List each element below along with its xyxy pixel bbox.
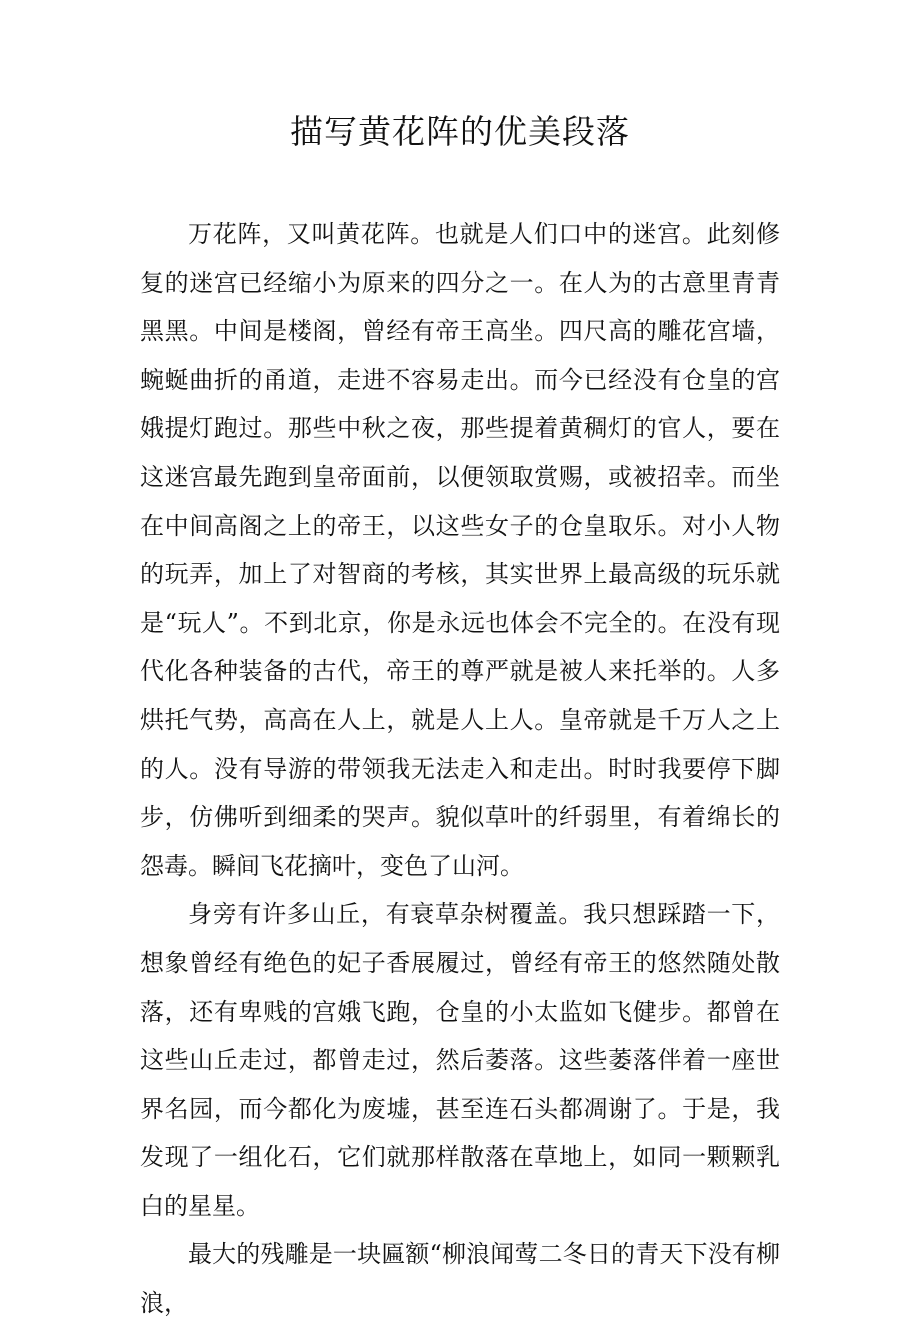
paragraph: 身旁有许多山丘，有衰草杂树覆盖。我只想踩踏一下，想象曾经有绝色的妃子香展履过，曾经有帝王的悠然随处散落，还有卑贱的宫娥飞跑，仓皇的小太监如飞健步。都曾在这些山丘走过，都曾走过，然后萎落。这些萎落伴着一座世界名园，而今都化为废墟，甚至连石头都凋谢了。于是，我发现了一组化石，它们就那样散落在草地上，如同一颗颗乳白的星星。	[140, 900, 780, 1220]
document-title: 描写黄花阵的优美段落	[290, 112, 630, 151]
document-body	[140, 210, 780, 1328]
paragraph: 最大的残雕是一块匾额“柳浪闻莺二冬日的青天下没有柳浪，	[140, 1240, 780, 1318]
paragraph: 万花阵，又叫黄花阵。也就是人们口中的迷宫。此刻修复的迷宫已经缩小为原来的四分之一。在人为的古意里青青黑黑。中间是楼阁，曾经有帝王高坐。四尺高的雕花宫墙，蜿蜒曲折的甬道，走进不容易走出。而今已经没有仓皇的宫娥提灯跑过。那些中秋之夜，那些提着黄稠灯的官人，要在这迷宫最先跑到皇帝面前，以便领取赏赐，或被招幸。而坐在中间高阁之上的帝王，以这些女子的仓皇取乐。对小人物的玩弄，加上了对智商的考核，其实世界上最高级的玩乐就是“玩人”。不到北京，你是永远也体会不完全的。在没有现代化各种装备的古代，帝王的尊严就是被人来托举的。人多烘托气势，高高在人上，就是人上人。皇帝就是千万人之上的人。没有导游的带领我无法走入和走出。时时我要停下脚步，仿佛听到细柔的哭声。貌似草叶的纤弱里，有着绵长的怨毒。瞬间飞花摘叶，变色了山河。	[140, 220, 780, 880]
